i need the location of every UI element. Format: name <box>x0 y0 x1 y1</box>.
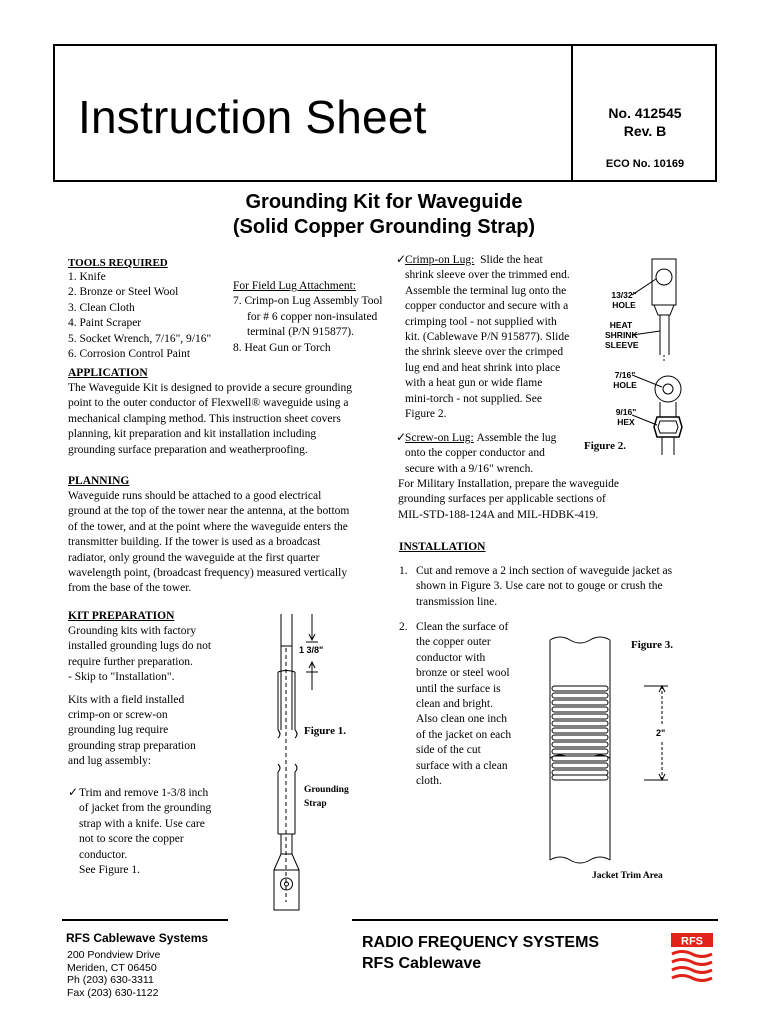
screw-line: onto the copper conductor and <box>405 447 545 460</box>
planning-line: Waveguide runs should be attached to a good electrical <box>68 490 322 502</box>
crimp-title: Crimp-on Lug: <box>405 254 475 266</box>
planning-line: of the tower, and at the point where the waveguide enters the <box>68 520 348 533</box>
kit-prep-section <box>68 609 268 770</box>
crimp-line: crimping tool - not supplied with <box>405 315 557 328</box>
footer-address-line: Fax (203) 630-1122 <box>67 986 159 999</box>
application-line: grounding surface preparation and weatherproofing. <box>68 443 308 456</box>
document-number-block <box>573 104 717 140</box>
tools-item: 3. Clean Cloth <box>68 301 135 314</box>
footer-address <box>67 949 160 999</box>
screw-title: Screw-on Lug: <box>405 432 474 444</box>
document-title <box>0 190 768 240</box>
tools-item: 2. Bronze or Steel Wool <box>68 286 179 299</box>
trim-line: of jacket from the grounding <box>79 802 212 815</box>
planning-line: wavelength point, (broadcast frequency) measured vertically <box>68 567 348 580</box>
rfs-logo <box>670 932 714 988</box>
tools-heading: TOOLS REQUIRED <box>68 257 168 269</box>
crimp-line: the shrink sleeve over the crimped <box>405 346 564 359</box>
figure3-dimension: 2" <box>656 728 666 738</box>
military-line: For Military Installation, prepare the waveguide <box>398 478 619 490</box>
kit-prep-line: - Skip to "Installation". <box>68 671 175 684</box>
tools-section <box>68 256 238 362</box>
crimp-line: Assemble the terminal lug onto the <box>405 284 567 297</box>
footer-address-line: Ph (203) 630-3311 <box>67 974 154 986</box>
trim-line: strap with a knife. Use care <box>79 817 205 830</box>
field-tools-item: for # 6 copper non-insulated <box>247 310 378 323</box>
figure1-strap-label-1: Grounding <box>304 785 349 795</box>
figure1-strap-label-2: Strap <box>304 799 327 809</box>
field-tools-item: terminal (P/N 915877). <box>247 326 354 339</box>
screw-line: secure with a 9/16" wrench. <box>405 462 534 475</box>
application-line: point to the outer conductor of Flexwell® waveguide using a <box>68 397 349 410</box>
step2-number: 2. <box>399 621 408 633</box>
trim-line: Trim and remove 1-3/8 inch <box>79 787 209 799</box>
check-icon: ✓ <box>68 785 79 799</box>
revision: Rev. B <box>623 123 667 139</box>
planning-line: from the base of the tower. <box>68 582 192 595</box>
crimp-line: with a heat gun or wide flame <box>405 377 543 390</box>
figure2-heat-label <box>605 320 637 350</box>
crimp-step <box>405 253 610 422</box>
footer-brand-line1: RADIO FREQUENCY SYSTEMS <box>362 934 600 951</box>
figure2-hex-label <box>613 407 639 427</box>
planning-section <box>68 474 388 597</box>
installation-heading: INSTALLATION <box>399 541 486 553</box>
kit-prep-line: crimp-on or screw-on <box>68 709 168 722</box>
step1 <box>416 564 716 610</box>
planning-line: radiator, only ground the waveguide at the first quarter <box>68 551 320 564</box>
document-number: No. 412545 <box>608 105 682 121</box>
planning-line: transmitter building. If the tower is used as a broadcast <box>68 536 321 549</box>
figure2-heat-b: SHRINK <box>605 330 638 340</box>
tools-item: 6. Corrosion Control Paint <box>68 348 191 361</box>
figure3-drawing <box>540 632 710 872</box>
application-line: The Waveguide Kit is designed to provide a secure grounding <box>68 382 353 394</box>
kit-prep-line: Kits with a field installed <box>68 693 185 706</box>
figure1-drawing <box>262 612 318 922</box>
application-heading: APPLICATION <box>68 367 148 379</box>
step2-line: of the jacket on each <box>416 728 512 741</box>
field-tools-item: 7. Crimp-on Lug Assembly Tool <box>233 295 383 308</box>
field-tools-item: 8. Heat Gun or Torch <box>233 341 331 354</box>
trim-step <box>79 786 259 878</box>
application-line: mechanical clamping method. This instruction sheet covers <box>68 412 341 425</box>
kit-prep-line: installed grounding lugs do not <box>68 640 212 653</box>
kit-prep-line: and lug assembly: <box>68 755 152 768</box>
figure1-strap-label <box>304 783 349 811</box>
figure1-label: Figure 1. <box>304 725 346 737</box>
document-title-line2: (Solid Copper Grounding Strap) <box>232 216 536 238</box>
crimp-line: mini-torch - not supplied. See <box>405 392 543 405</box>
figure2-heat-a: HEAT <box>609 320 633 330</box>
footer-company: RFS Cablewave Systems <box>66 931 209 945</box>
military-note <box>398 477 698 523</box>
kit-prep-heading: KIT PREPARATION <box>68 610 175 622</box>
footer-address-line: Meriden, CT 06450 <box>67 961 157 974</box>
kit-prep-line: require further preparation. <box>68 655 193 668</box>
step1-number: 1. <box>399 565 408 577</box>
step1-line: transmission line. <box>416 595 498 608</box>
check-icon: ✓ <box>396 430 407 444</box>
footer-address-line: 200 Pondview Drive <box>67 949 161 961</box>
step1-line: shown in Figure 3. Use care not to gouge or crush the <box>416 580 663 593</box>
footer-brand-line2: RFS Cablewave <box>362 955 482 972</box>
crimp-line: kit. (Cablewave P/N 915877). Slide <box>405 331 570 344</box>
trim-line: conductor. <box>79 848 128 861</box>
field-tools-heading: For Field Lug Attachment: <box>233 280 356 292</box>
screw-line: Assemble the lug <box>476 432 557 444</box>
tools-item: 5. Socket Wrench, 7/16", 9/16" <box>68 332 212 345</box>
step2-line: conductor with <box>416 651 486 664</box>
step2-line: until the surface is <box>416 682 501 695</box>
field-tools-section <box>233 279 398 356</box>
step2-line: the copper outer <box>416 636 491 649</box>
figure2-hole2-label <box>610 370 640 390</box>
planning-heading: PLANNING <box>68 475 130 487</box>
step2-line: cloth. <box>416 775 442 788</box>
step1-line: Cut and remove a 2 inch section of waveguide jacket as <box>416 565 673 577</box>
step2-line: Clean the surface of <box>416 621 509 633</box>
figure2-hole1-label <box>609 290 639 310</box>
kit-prep-line: Grounding kits with factory <box>68 625 197 637</box>
document-title-line1: Grounding Kit for Waveguide <box>245 191 523 213</box>
figure2-heat-c: SLEEVE <box>605 340 639 350</box>
tools-item: 4. Paint Scraper <box>68 317 142 330</box>
step2-line: surface with a clean <box>416 759 508 772</box>
tools-item: 1. Knife <box>68 271 106 283</box>
crimp-line: Figure 2. <box>405 408 447 421</box>
military-line: MIL-STD-188-124A and MIL-HDBK-419. <box>398 508 599 521</box>
step2-line: bronze or steel wool <box>416 667 510 680</box>
check-icon: ✓ <box>396 252 407 266</box>
step2-line: clean and bright. <box>416 698 493 711</box>
figure1-dimension: 1 3/8" <box>299 645 324 655</box>
figure2-hex-a: 9/16" <box>615 407 637 417</box>
crimp-line: lug end and heat shrink into place <box>405 361 561 374</box>
figure3-caption: Jacket Trim Area <box>592 871 663 881</box>
page-title: Instruction Sheet <box>78 91 427 143</box>
application-line: planning, kit preparation and kit installation including <box>68 428 317 441</box>
rfs-logo-text: RFS <box>681 935 703 948</box>
kit-prep-line: grounding strap preparation <box>68 739 196 752</box>
figure2-hole2-b: HOLE <box>613 380 637 390</box>
figure3-label: Figure 3. <box>631 639 673 651</box>
military-line: grounding surfaces per applicable sections of <box>398 493 606 506</box>
planning-line: ground at the top of the tower near the antenna, at the bottom <box>68 505 350 518</box>
footer-rule-left <box>62 919 228 921</box>
kit-prep-line: grounding lug require <box>68 724 169 737</box>
figure2-hex-b: HEX <box>617 417 635 427</box>
application-section <box>68 366 388 458</box>
footer-rule-right <box>352 919 718 921</box>
figure2-hole2-a: 7/16" <box>614 370 636 380</box>
screw-step <box>405 431 585 477</box>
crimp-line: shrink sleeve over the trimmed end. <box>405 269 570 282</box>
step2-line: side of the cut <box>416 744 481 757</box>
step2-line: Also clean one inch <box>416 713 508 726</box>
footer-brand <box>362 932 599 974</box>
figure2-hole1-b: HOLE <box>612 300 636 310</box>
figure2-hole1-a: 13/32" <box>611 290 637 300</box>
crimp-line: Slide the heat <box>480 254 543 266</box>
trim-line: not to score the copper <box>79 833 184 846</box>
trim-line: See Figure 1. <box>79 864 141 877</box>
figure2-label: Figure 2. <box>584 440 626 452</box>
eco-number: ECO No. 10169 <box>605 158 685 170</box>
step2 <box>416 620 536 789</box>
figure2-drawing <box>632 255 692 460</box>
crimp-line: copper conductor and secure with a <box>405 300 569 313</box>
